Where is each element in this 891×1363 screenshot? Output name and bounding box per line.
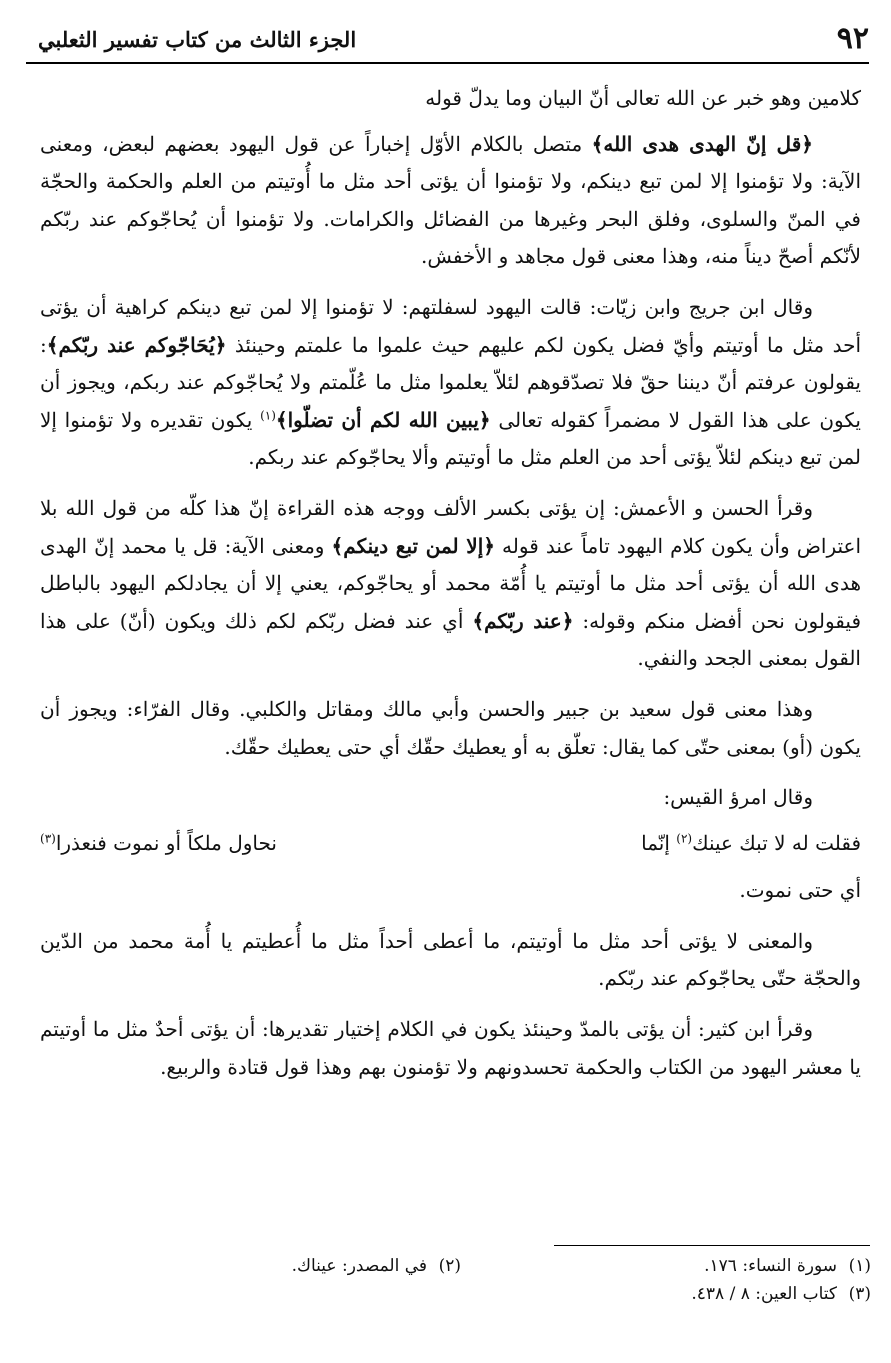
footnote-ref: (٣) (40, 831, 56, 846)
quran-quote: ﴿يُحَاجّوكم عند ربّكم﴾ (46, 332, 227, 357)
quran-quote: ﴿إلا لمن تبع دينكم﴾ (331, 533, 495, 558)
paragraph-text: وقال امرؤ القيس: (663, 785, 813, 810)
footnote-marker: (٣) (848, 1284, 871, 1304)
paragraph-3 (40, 289, 861, 477)
paragraph-text: أي عند فضل ربّكم لكم ذلك ويكون (أنّ) على هذا القول بمعنى الجحد والنفي. (40, 608, 861, 671)
paragraph-text: وهذا معنى قول سعيد بن جبير والحسن وأبي مالك ومقاتل والكلبي. وقال الفرّاء: ويجوز أن يكون (أو) بمعنى حتّى كما يقال: تعلّق به أو يعطيك حقّك أي حتى يعطيك حقّك. (40, 696, 861, 759)
footnote-2 (51, 1252, 461, 1280)
hemistich-text: فقلت له لا تبك عينك (692, 830, 861, 855)
paragraph-text: متصل بالكلام الأوّل إخباراً عن قول اليهود بعضهم لبعض، ومعنى الآية: ولا تؤمنوا إلا لمن تبع دينكم، ولا تؤمنوا أن يؤتى أحد مثل ما أُوتيتم من العلم والحكمة والحجّة في المنّ والسلوى، وفلق البحر وغيرها من الفضائل والكرامات. ولا تؤمنوا أن يُحاجّوكم عند ربّكم لأنّكم أصحّ ديناً منه، وهذا معنى قول مجاهد و الأخفش. (40, 131, 861, 269)
footnote-marker: (٢) (438, 1256, 461, 1276)
verse-second-hemistich (40, 825, 277, 863)
footnote-row (40, 1252, 871, 1280)
paragraph-4 (40, 490, 861, 678)
main-text (40, 80, 861, 1099)
paragraph-7 (40, 872, 861, 910)
footnote-text: كتاب العين: ٨ / ٤٣٨. (691, 1284, 837, 1304)
hemistich-text: نحاول ملكاً أو نموت فنعذرا (55, 830, 277, 855)
paragraph-text: وقال ابن جريج وابن زيّات: قالت اليهود لسفلتهم: لا تؤمنوا إلا لمن تبع دينكم كراهية أن يؤتى أحد مثل ما أوتيتم وأيّ فضل يكون لكم عليهم حيث علموا ما علمتم وحينئذ (40, 294, 861, 357)
paragraph-text: والمعنى لا يؤتى أحد مثل ما أوتيتم، ما أعطى أحداً مثل ما أُعطيتم يا أُمة محمد من الدّين والحجّة حتّى يحاجّوكم عند ربّكم. (40, 928, 861, 991)
paragraph-text: أي حتى نموت. (739, 878, 861, 903)
paragraph-text: يكون تقديره ولا تؤمنوا إلا لمن تبع دينكم لئلاّ يؤتى أحد من العلم مثل ما أوتيتم وألا يحاجّوكم عند ربكم. (40, 407, 861, 470)
paragraph-text: كلامين وهو خبر عن الله تعالى أنّ البيان وما يدلّ قوله (425, 86, 861, 110)
poetry-verse (40, 825, 861, 863)
quran-quote: ﴿يبين الله لكم أن تضلّوا﴾ (275, 407, 491, 432)
quran-quote: ﴿عند ربّكم﴾ (472, 608, 574, 633)
paragraph-8 (40, 923, 861, 998)
hemistich-text: إنّما (641, 830, 677, 855)
footnote-row (40, 1280, 871, 1308)
paragraph-text: وقرأ الحسن و الأعمش: إن يؤتى بكسر الألف ووجه هذه القراءة إنّ هذا كلّه من قول الله بلا اعتراض وأن يكون كلام اليهود تاماً عند قوله (40, 495, 862, 558)
page-number: ٩٢ (836, 21, 869, 56)
footnote-1 (461, 1252, 871, 1280)
paragraph-9 (40, 1011, 861, 1086)
verse-first-hemistich (641, 825, 861, 863)
verse-gap (429, 825, 489, 863)
header-rule (26, 62, 869, 64)
footnotes (40, 1252, 871, 1308)
paragraph-1 (40, 80, 861, 118)
quran-quote: ﴿قل إنّ الهدى هدى الله﴾ (591, 131, 813, 156)
running-title: الجزء الثالث من كتاب تفسير الثعلبي (38, 27, 357, 52)
paragraph-text: وقرأ ابن كثير: أن يؤتى بالمدّ وحينئذ يكون في الكلام إختيار تقديرها: أن يؤتى أحدٌ مثل ما أوتيتم يا معشر اليهود من الكتاب والحكمة تحسدونهم ولا تؤمنون بهم وهذا قول قتادة والربيع. (40, 1017, 861, 1079)
page-header (30, 12, 869, 58)
paragraph-text: ومعنى الآية: قل يا محمد إنّ الهدى هدى الله أن يؤتى أحد مثل ما أوتيتم يا أُمّة محمد أو يحاجّوكم، يعني إلا أن يجادلكم اليهود بالباطل فيقولون نحن أفضل منكم وقوله: (40, 533, 862, 633)
footnote-marker: (١) (848, 1256, 871, 1276)
paragraph-6 (40, 779, 861, 817)
paragraph-2 (40, 126, 861, 276)
footnote-text: سورة النساء: ١٧٦. (704, 1256, 837, 1276)
footnote-3 (461, 1280, 871, 1308)
paragraph-text: : يقولون عرفتم أنّ ديننا حقّ فلا تصدّقوهم لئلاّ يعلموا مثل ما عُلّمتم ولا يُحاجّوكم عند ربكم، ويجوز أن يكون على هذا القول لا مضمراً كقوله تعالى (40, 332, 861, 432)
footnote-ref: (٢) (676, 831, 693, 846)
paragraph-5 (40, 691, 861, 766)
footnote-ref: (١) (260, 408, 276, 423)
footnote-rule (554, 1245, 870, 1246)
footnote-text: في المصدر: عيناك. (291, 1256, 427, 1276)
